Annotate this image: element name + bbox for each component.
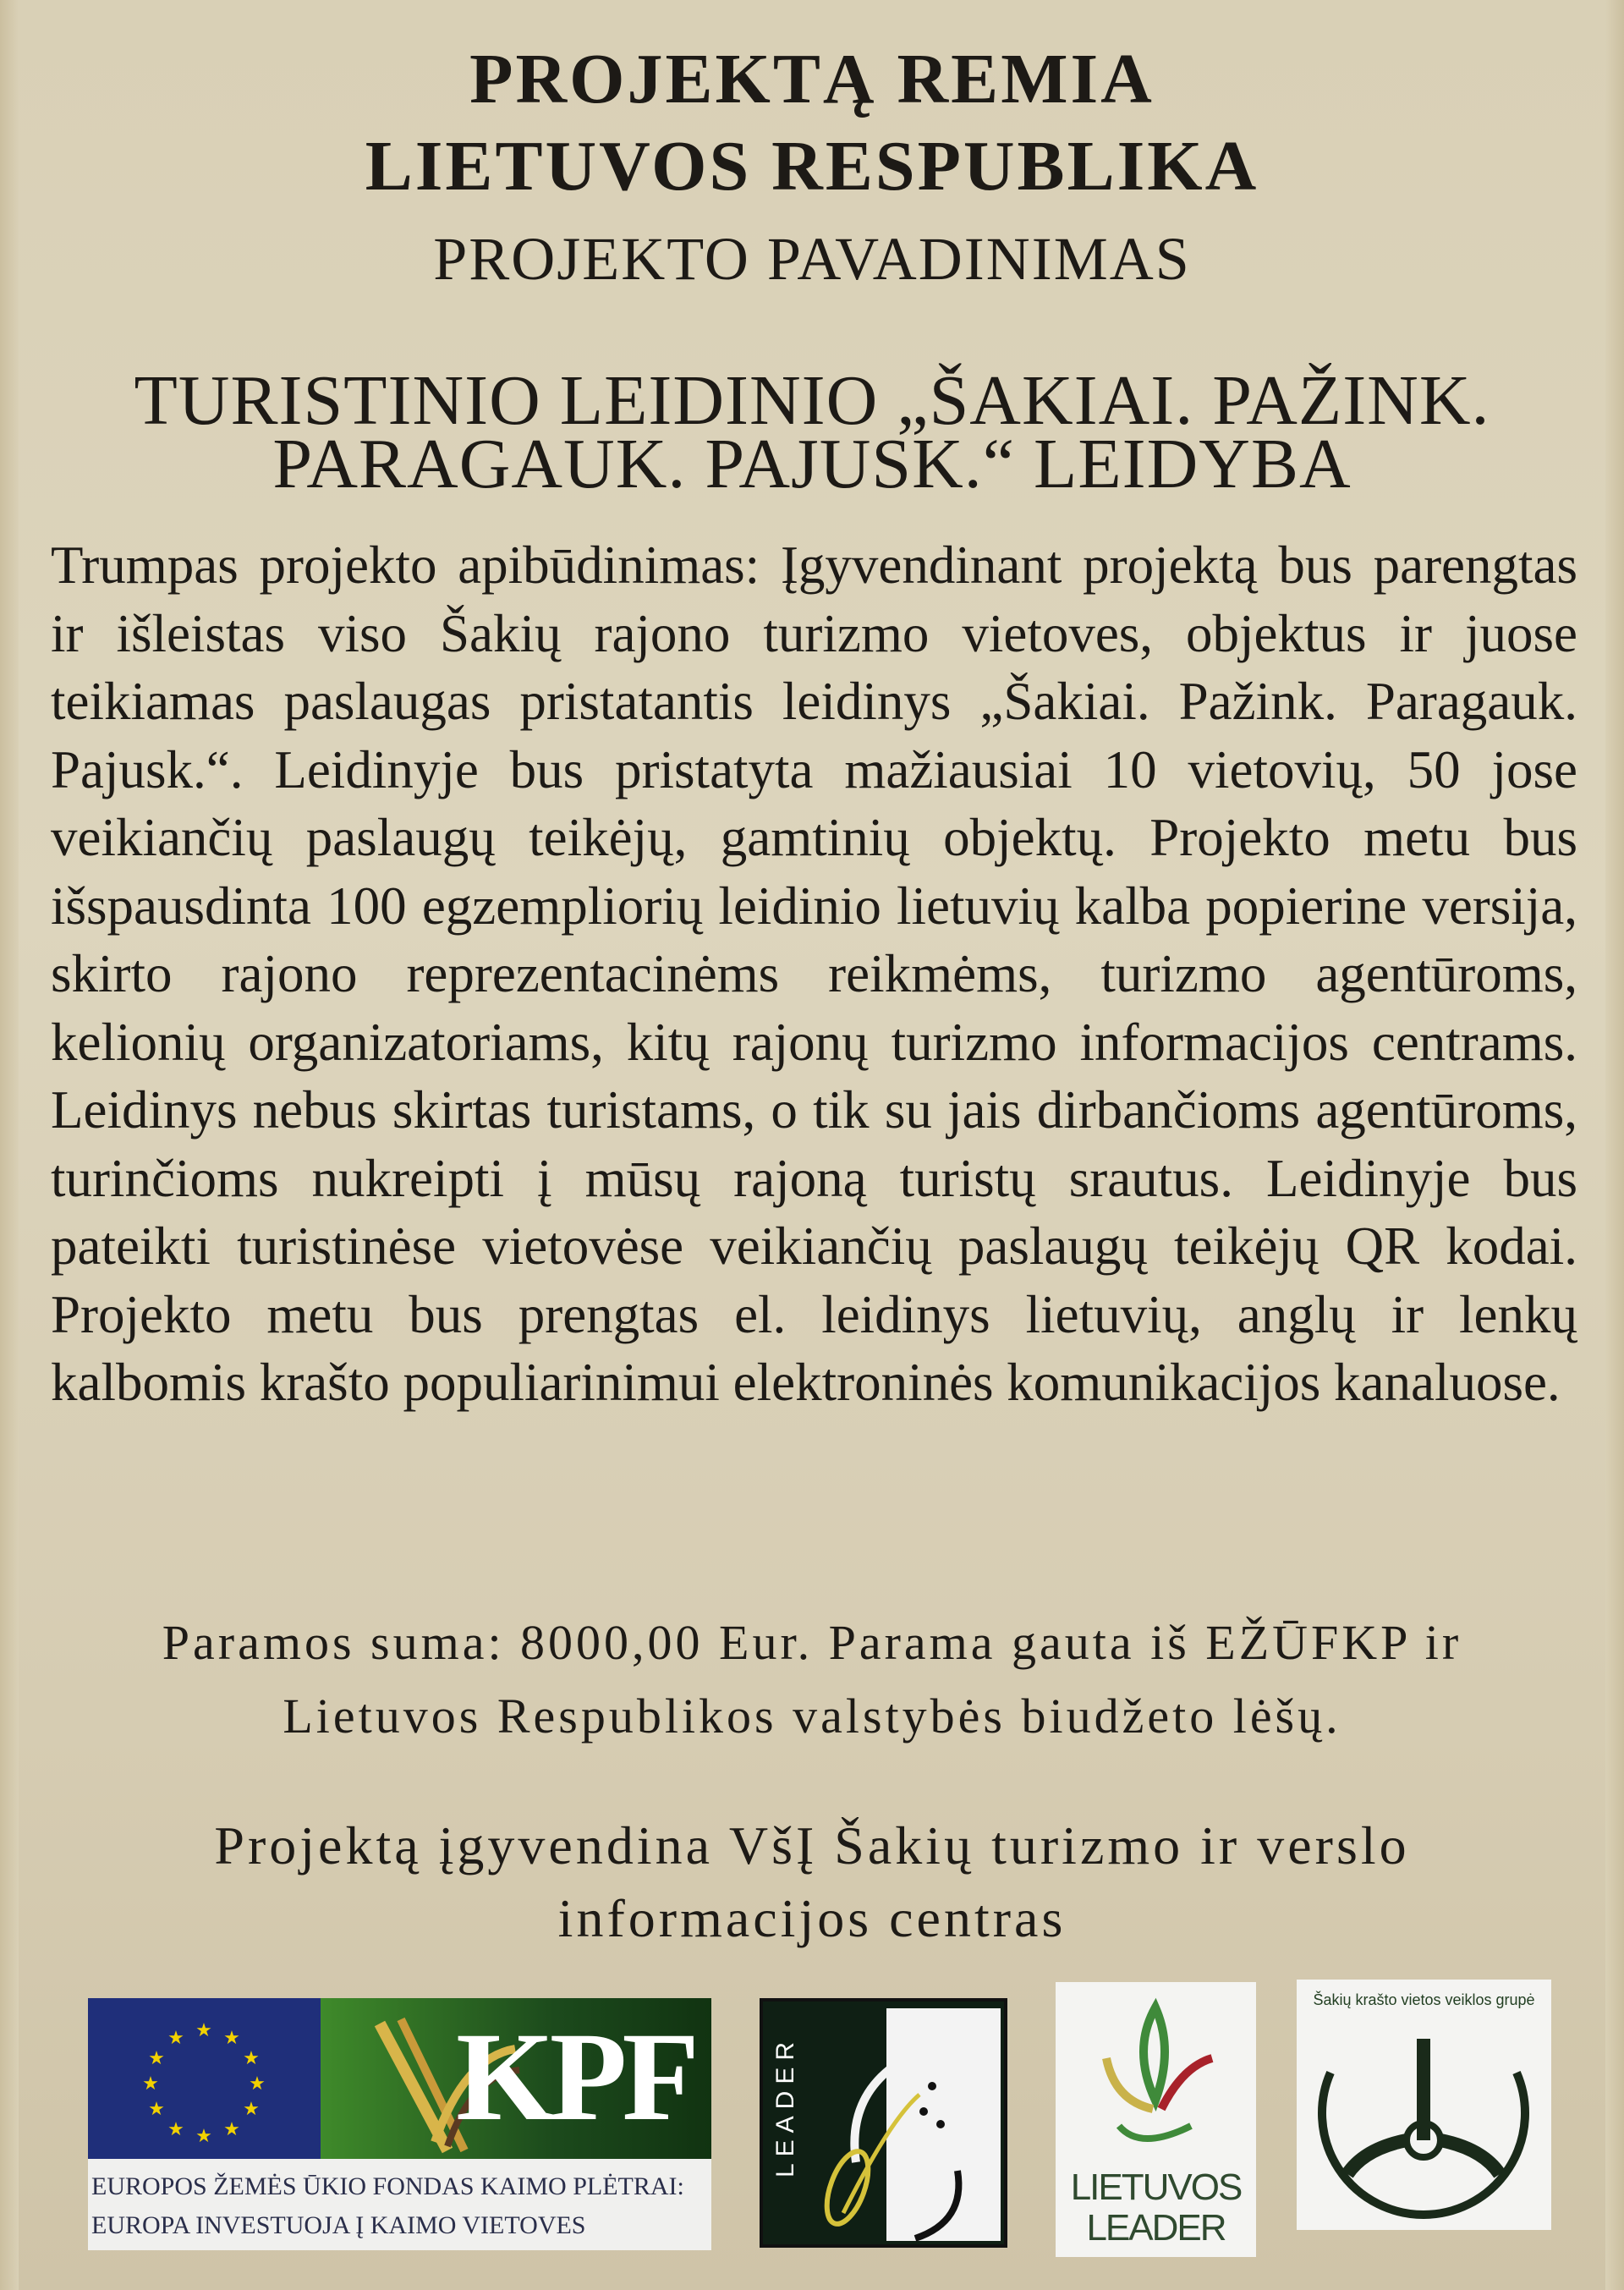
svg-text:★: ★ (142, 2073, 159, 2094)
sakiai-vvg-logo (1297, 1980, 1551, 2230)
leader-logo (760, 1998, 1007, 2248)
svg-text:★: ★ (167, 2118, 184, 2139)
eu-kpf-logo (88, 1998, 711, 2250)
svg-text:★: ★ (195, 2019, 212, 2040)
lietuvos-leader-logo (1056, 1982, 1256, 2257)
svg-text:★: ★ (243, 2047, 260, 2068)
funding-line1: Paramos suma: 8000,00 Eur. Parama gauta iš EŽŪFKP ir (162, 1615, 1462, 1670)
kpf-logo (321, 1998, 711, 2159)
project-name-label: PROJEKTO PAVADINIMAS (433, 225, 1191, 293)
lietuvos-text: LIETUVOS (1070, 2166, 1242, 2208)
kpf-text: KPF (456, 2007, 694, 2147)
eu-caption-line2: EUROPA INVESTUOJA Į KAIMO VIETOVES (91, 2211, 586, 2239)
lietuvos-leader-plant-icon (1056, 1982, 1256, 2151)
svg-text:★: ★ (223, 2027, 240, 2048)
leader-text: LEADER (1086, 2207, 1226, 2249)
svg-text:★: ★ (223, 2118, 240, 2139)
leader-text: LEADER (771, 2035, 799, 2178)
eu-flag-icon (88, 1998, 321, 2159)
support-heading-line2: LIETUVOS RESPUBLIKA (365, 127, 1259, 206)
svg-text:★: ★ (167, 2027, 184, 2048)
sakiai-knot-icon (1297, 1980, 1551, 2230)
svg-text:★: ★ (243, 2098, 260, 2119)
implementer-line2: informacijos centras (557, 1888, 1067, 1948)
sakiai-text: Šakių krašto vietos veiklos grupė (1313, 1991, 1535, 2008)
implementer-line1: Projektą įgyvendina VšĮ Šakių turizmo ir verslo (214, 1815, 1410, 1875)
svg-text:★: ★ (195, 2125, 212, 2146)
svg-text:★: ★ (148, 2047, 165, 2068)
project-description: Trumpas projekto apibūdinimas: Įgyvendinant projektą bus parengtas ir išleistas viso Šakių rajono turizmo vietoves, objektus ir juose teikiamas paslaugas pristatantis leidinys „Šakiai. Pažink. Paragauk. Pajusk.“. Leidinyje bus pristatyta mažiausiai 10 vietovių, 50 jose veikiančių paslaugų teikėjų, gamtinių objektų. Projekto metu bus išspausdinta 100 egzempliorių leidinio lietuvių kalba popierine versija, skirto rajono reprezentacinėms reikmėms, turizmo agentūroms, kelionių organizatoriams, kitų rajonų turizmo informacijos centrams. Leidinys nebus skirtas turistams, o tik su jais dirbančioms agentūroms, turinčioms nukreipti į mūsų rajoną turistų srautus. Leidinyje bus pateikti turistinėse vietovėse veikiančių paslaugų teikėjų QR kodai. Projekto metu bus prengtas el. leidinys lietuvių, anglų ir lenkų kalbomis krašto populiarinimui elektroninės komunikacijos kanaluose. (51, 535, 1577, 1412)
support-heading-line1: PROJEKTĄ REMIA (469, 40, 1155, 118)
leader-sprout-icon (763, 2002, 1004, 2244)
svg-text:★: ★ (249, 2073, 266, 2094)
project-title-line1: TURISTINIO LEIDINIO „ŠAKIAI. PAŽINK. (134, 361, 1490, 440)
eu-caption-line1: EUROPOS ŽEMĖS ŪKIO FONDAS KAIMO PLĖTRAI: (91, 2172, 684, 2200)
project-title-line2: PARAGAUK. PAJUSK.“ LEIDYBA (272, 425, 1352, 503)
svg-text:★: ★ (148, 2098, 165, 2119)
funding-line2: Lietuvos Respublikos valstybės biudžeto lėšų. (283, 1689, 1341, 1744)
